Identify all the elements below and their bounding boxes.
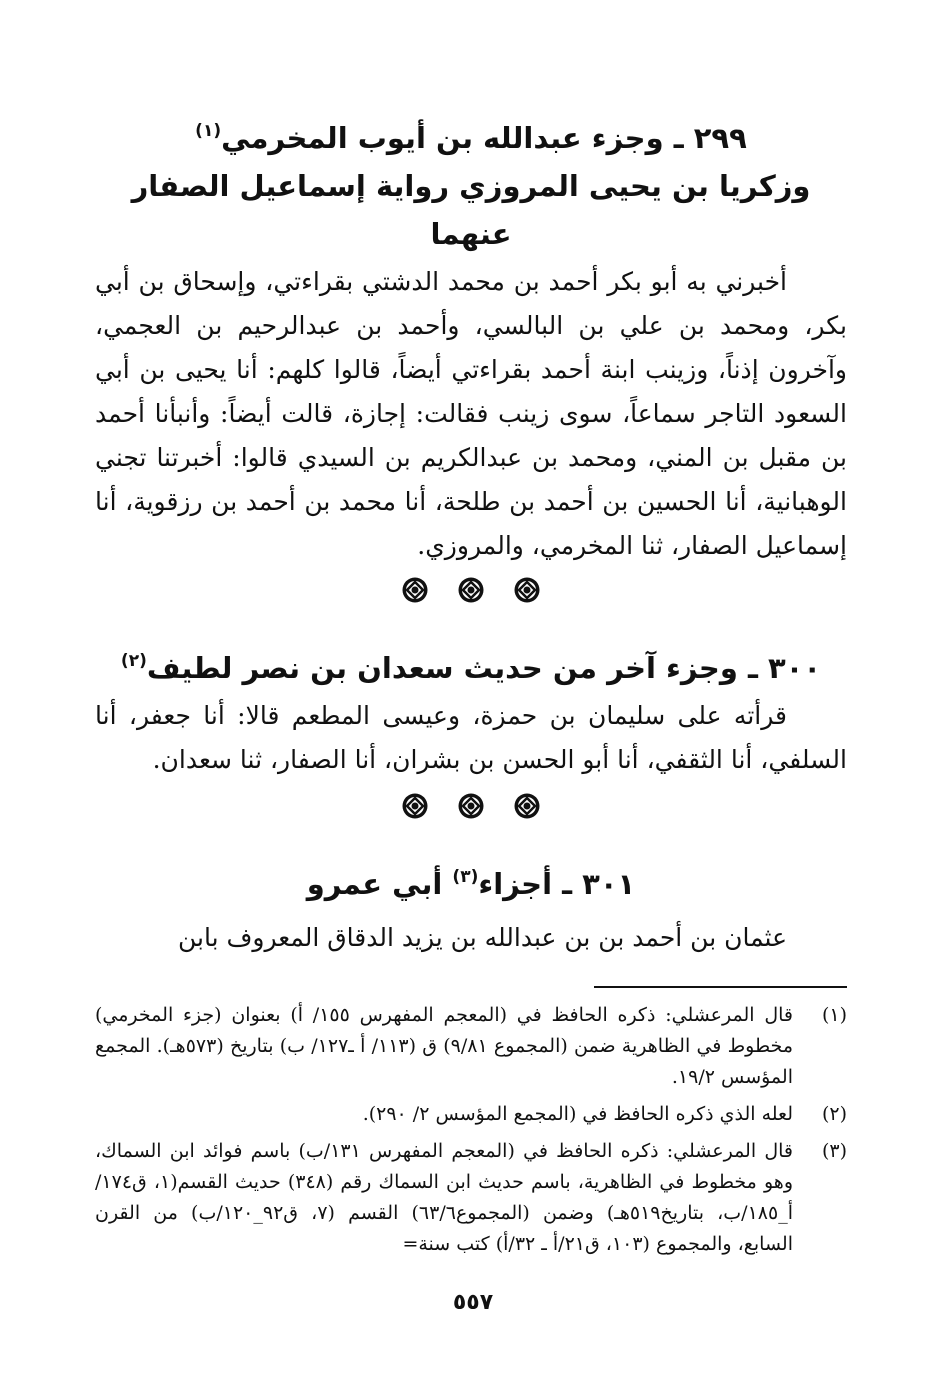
section-301-title-suffix: أبي عمرو bbox=[306, 867, 453, 901]
footnotes bbox=[95, 986, 847, 1260]
footnote-number: (٢) bbox=[821, 1103, 847, 1125]
footnote-text: قال المرعشلي: ذكره الحافظ في (المعجم المفهرس ١٥٥/ أ) بعنوان (جزء المخرمي) مخطوط في الظاهرية ضمن (المجموع ٩/٨١) ق (١١٣/ أ ـ١٢٧/ ب) بتاريخ (٥٧٣هـ). المجمع المؤسس ١٩/٢. bbox=[95, 1004, 794, 1088]
footnote-text: لعله الذي ذكره الحافظ في (المجمع المؤسس ٢/ ٢٩٠). bbox=[362, 1103, 793, 1125]
footnote-2 bbox=[95, 1099, 847, 1130]
section-300-title: ٣٠٠ ـ وجزء آخر من حديث سعدان بن نصر لطيف bbox=[146, 651, 822, 685]
section-299-title: ٢٩٩ ـ وجزء عبدالله بن أيوب المخرمي bbox=[221, 121, 747, 155]
section-301-title: ٣٠١ ـ أجزاء bbox=[478, 867, 636, 901]
footnote-ref-2[interactable]: (٢) bbox=[120, 651, 147, 671]
footnote-text: قال المرعشلي: ذكره الحافظ في (المعجم المفهرس ١٣١/ب) باسم فوائد ابن السماك، وهو مخطوط في الظاهرية، باسم حديث ابن السماك رقم (٣٤٨) حديث القسم(١، ق١٧٤/أ_١٨٥/ب، بتاريخ٥١٩هـ) وضمن (المجموع٦٣/٦) القسم (٧، ق٩٢_١٢٠/ب) من القرن السابع، والمجموع (١٠٣، ق٢١/أ ـ ٣٢/أ) كتب سنة= bbox=[95, 1140, 793, 1255]
footnote-ref-3[interactable]: (٣) bbox=[452, 867, 479, 887]
footnote-ref-1[interactable]: (١) bbox=[195, 121, 222, 141]
section-299-subtitle: وزكريا بن يحيى المروزي رواية إسماعيل الصفار عنهما bbox=[131, 169, 811, 251]
section-300-body: قرأته على سليمان بن حمزة، وعيسى المطعم قالا: أنا جعفر، أنا السلفي، أنا الثقفي، أنا أبو الحسن بن بشران، أنا الصفار، ثنا سعدان. bbox=[95, 701, 847, 774]
rosette-ornament-icon bbox=[457, 792, 485, 820]
rosette-ornament-icon bbox=[513, 576, 541, 604]
rosette-ornament-icon bbox=[401, 576, 429, 604]
footnote-number: (٣) bbox=[821, 1140, 847, 1162]
ornament-divider bbox=[95, 576, 847, 604]
page-content bbox=[95, 100, 847, 1260]
footnote-divider bbox=[594, 986, 847, 988]
footnote-3 bbox=[95, 1136, 847, 1260]
section-299 bbox=[95, 114, 847, 568]
section-299-body: أخبرني به أبو بكر أحمد بن محمد الدشتي بقراءتي، وإسحاق بن أبي بكر، ومحمد بن علي بن البالسي، وأحمد بن عبدالرحيم بن العجمي، وآخرون إذناً، وزينب ابنة أحمد بقراءتي أيضاً، قالوا كلهم: أنا يحيى بن أبي السعود التاجر سماعاً، سوى زينب فقالت: إجازة، قالت أيضاً: وأنبأنا أحمد بن مقبل بن المني، ومحمد بن عبدالكريم بن السيدي قالوا: أخبرتنا تجني الوهبانية، أنا الحسين بن أحمد بن طلحة، أنا محمد بن أحمد بن رزقوية، أنا إسماعيل الصفار، ثنا المخرمي، والمروزي. bbox=[95, 267, 847, 560]
footnote-1 bbox=[95, 1000, 847, 1093]
ornament-divider bbox=[95, 792, 847, 820]
rosette-ornament-icon bbox=[513, 792, 541, 820]
rosette-ornament-icon bbox=[457, 576, 485, 604]
section-300 bbox=[95, 644, 847, 782]
section-300-heading bbox=[95, 644, 847, 692]
section-299-heading bbox=[95, 114, 847, 162]
footnote-number: (١) bbox=[821, 1004, 847, 1026]
section-301-body: عثمان بن أحمد بن بن عبدالله بن يزيد الدقاق المعروف بابن bbox=[177, 923, 787, 952]
rosette-ornament-icon bbox=[401, 792, 429, 820]
page-number: ٥٥٧ bbox=[452, 1290, 494, 1315]
section-301-heading bbox=[95, 860, 847, 908]
section-301 bbox=[95, 860, 847, 960]
